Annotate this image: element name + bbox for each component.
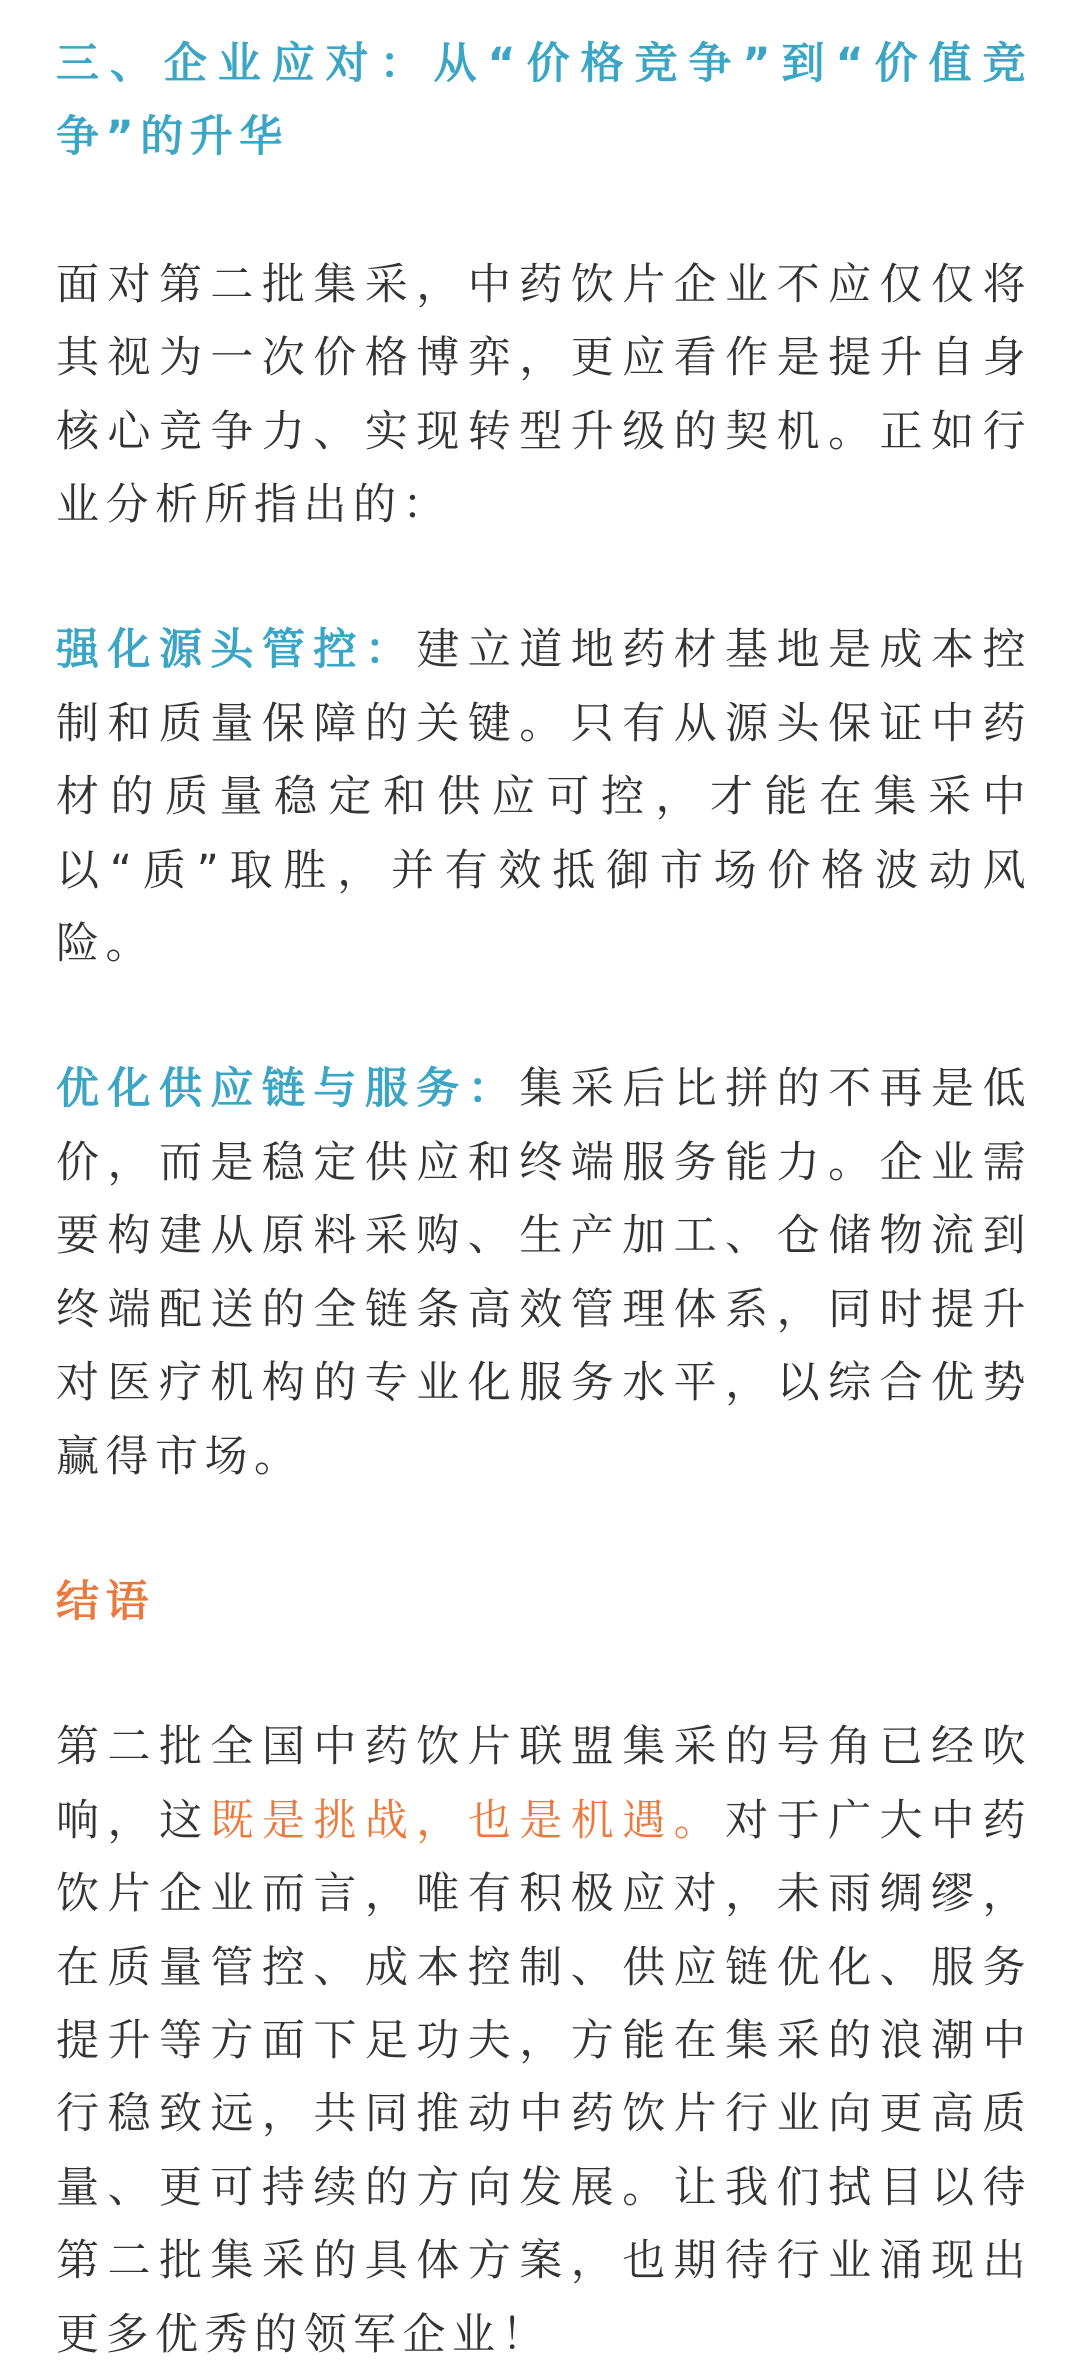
point-text-source-control: 建立道地药材基地是成本控制和质量保障的关键。只有从源头保证中药材的质量稳定和供应可控，才能在集采中以“质”取胜，并有效抵御市场价格波动风险。	[56, 625, 1033, 970]
conclusion-highlight: 既是挑战，也是机遇。	[210, 1795, 726, 1846]
point-text-supply-chain: 集采后比拼的不再是低价，而是稳定供应和终端服务能力。企业需要构建从原料采购、生产加工、仓储物流到终端配送的全链条高效管理体系，同时提升对医疗机构的专业化服务水平，以综合优势赢得市场。	[56, 1064, 1032, 1482]
point-lead-supply-chain: 优化供应链与服务：	[56, 1064, 520, 1115]
conclusion-heading: 结语	[56, 1576, 155, 1627]
point-paragraph-source-control	[56, 614, 1032, 981]
conclusion-text-after: 对于广大中药饮片企业而言，唯有积极应对，未雨绸缪，在质量管控、成本控制、供应链优化、服务提升等方面下足功夫，方能在集采的浪潮中行稳致远，共同推动中药饮片行业向更高质量、更可持续的方向发展。让我们拭目以待第二批集采的具体方案，也期待行业涌现出更多优秀的领军企业！	[56, 1795, 1033, 2360]
point-lead-source-control: 强化源头管控：	[56, 625, 417, 676]
conclusion-paragraph	[56, 1711, 1032, 2372]
intro-paragraph: 面对第二批集采，中药饮片企业不应仅仅将其视为一次价格博弈，更应看作是提升自身核心竞争力、实现转型升级的契机。正如行业分析所指出的：	[56, 259, 1032, 531]
section-heading: 三、企业应对：从“价格竞争”到“价值竞争”的升华	[56, 39, 1032, 163]
conclusion-text-before: 第二批全国中药饮片联盟集采的号角已经吹响，这	[56, 1722, 1032, 1846]
point-paragraph-supply-chain	[56, 1053, 1032, 1493]
